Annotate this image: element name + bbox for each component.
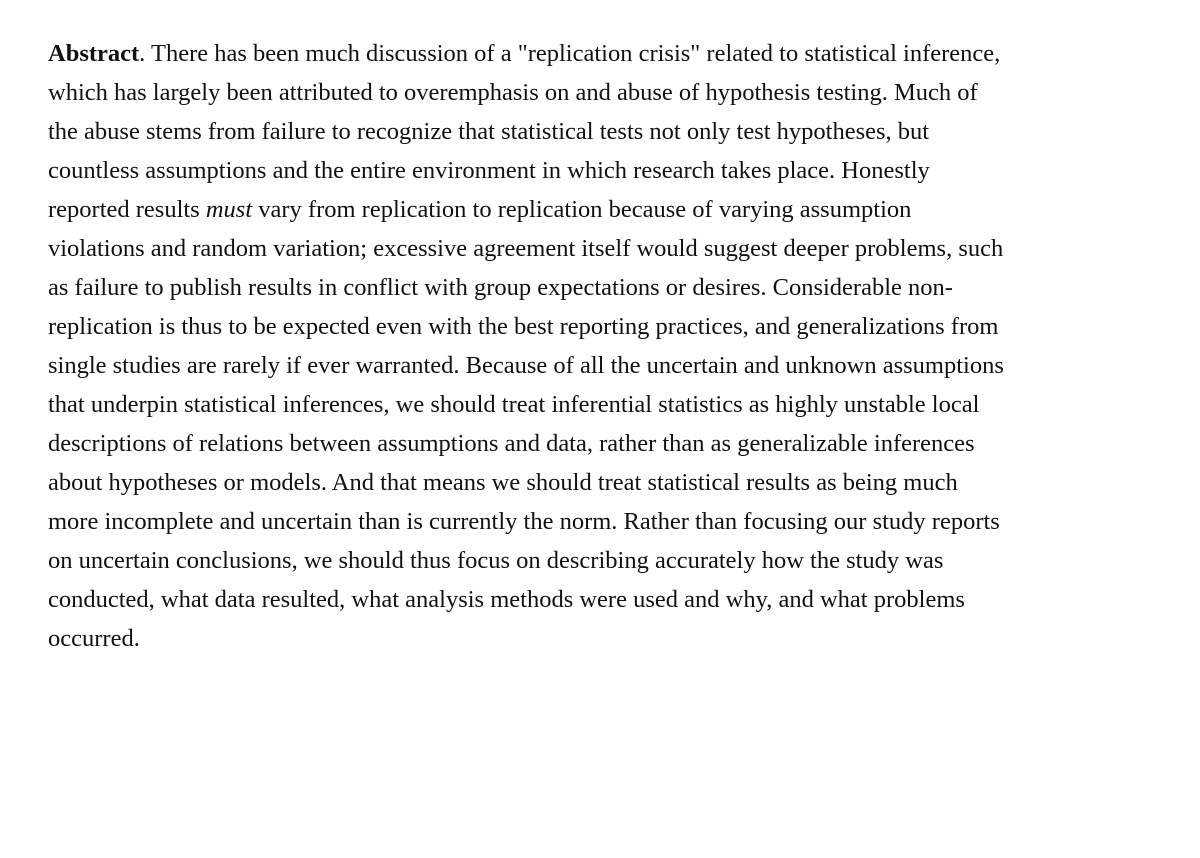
abstract-line-8: replication is thus to be expected even with the best reporting practices, and generalizations from	[48, 313, 999, 340]
abstract-line-7: as failure to publish results in conflict with group expectations or desires. Considerable non-	[48, 274, 953, 301]
emphasized-word: must	[205, 196, 253, 223]
abstract-line-14: on uncertain conclusions, we should thus focus on describing accurately how the study was	[48, 547, 944, 574]
abstract-line-10: that underpin statistical inferences, we should treat inferential statistics as highly unstable local	[48, 391, 980, 418]
abstract-heading: Abstract	[48, 40, 140, 67]
abstract-line-text-after: vary from replication to replication because of varying assumption	[252, 196, 912, 223]
abstract-line-4: countless assumptions and the entire environment in which research takes place. Honestly	[48, 157, 930, 184]
abstract-line-3: the abuse stems from failure to recognize that statistical tests not only test hypotheses, but	[48, 118, 930, 145]
abstract-line-15: conducted, what data resulted, what analysis methods were used and why, and what problems	[48, 586, 965, 613]
abstract-line-2: which has largely been attributed to overemphasis on and abuse of hypothesis testing. Much of	[48, 79, 978, 106]
abstract-line-16: occurred.	[48, 625, 140, 652]
abstract-line-12: about hypotheses or models. And that means we should treat statistical results as being much	[48, 469, 958, 496]
abstract-line-6: violations and random variation; excessive agreement itself would suggest deeper problems, such	[48, 235, 1004, 262]
abstract-line-1	[48, 34, 1178, 73]
abstract-line-text: There has been much discussion of a "replication crisis" related to statistical inference,	[145, 40, 1001, 67]
abstract-line-13: more incomplete and uncertain than is currently the norm. Rather than focusing our study reports	[48, 508, 1000, 535]
abstract-line-5	[48, 190, 1178, 229]
abstract-paragraph	[48, 34, 1178, 658]
abstract-heading-period: .	[139, 40, 146, 67]
abstract-line-9: single studies are rarely if ever warranted. Because of all the uncertain and unknown assumptions	[48, 352, 1004, 379]
abstract-line-11: descriptions of relations between assumptions and data, rather than as generalizable inferences	[48, 430, 975, 457]
abstract-line-text-before: reported results	[48, 196, 206, 223]
